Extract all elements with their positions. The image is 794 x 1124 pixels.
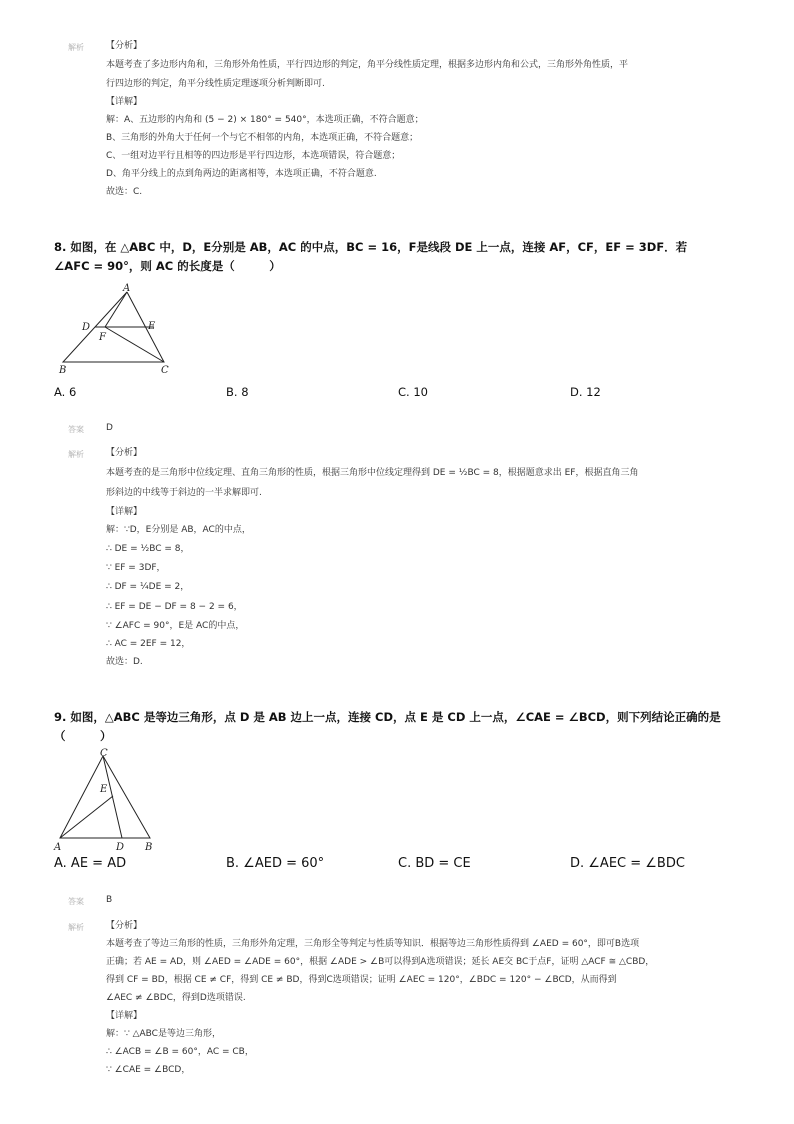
analysis-line: 正确；若 AE = AD，则 ∠AED = ∠ADE = 60°，根据 ∠ADE > ∠B可以得到A选项错误；延长 AE交 BC于点F，证明 △ACF ≅ △CBD， [106,957,655,967]
analysis-line: ∴ EF = DE − DF = 8 − 2 = 6， [106,602,243,612]
figure-label: B [59,365,67,376]
analysis-line: 故选：D. [106,657,143,667]
analysis-line: 本题考查了多边形内角和，三角形外角性质，平行四边形的判定，角平分线性质定理，根据多边形内角和公式，三角形外角性质，平 [106,60,629,70]
analysis-line: 得到 CF = BD，根据 CE ≠ CF，得到 CE ≠ BD，得到C选项错误；证明 ∠AEC = 120°，∠BDC = 120° − ∠BCD，从而得到 [106,975,617,985]
option-c[interactable]: C. 10 [398,385,428,399]
analysis-line: ∠AEC ≠ ∠BDC，得到D选项错误. [106,993,246,1003]
figure-label: B [145,842,153,853]
analysis-line: 【分析】 [106,921,143,931]
option-c[interactable]: C. BD = CE [398,856,471,871]
option-d[interactable]: D. ∠AEC = ∠BDC [570,856,685,871]
analysis-line: 【详解】 [106,1011,143,1021]
analysis-line: 本题考查的是三角形中位线定理、直角三角形的性质，根据三角形中位线定理得到 DE = ½BC = 8，根据题意求出 EF，根据直角三角 [106,468,639,478]
question-text: 8. 如图，在 △ABC 中，D，E分别是 AB，AC 的中点，BC = 16，F是线段 DE 上一点，连接 AF，CF，EF = 3DF．若 [54,240,688,254]
analysis-label: 解析 [68,43,84,52]
analysis-line: ∴ ∠ACB = ∠B = 60°，AC = CB， [106,1047,254,1057]
figure-label: D [82,322,91,333]
analysis-line: 本题考查了等边三角形的性质，三角形外角定理，三角形全等判定与性质等知识．根据等边三角形性质得到 ∠AED = 60°，即可B选项 [106,939,640,949]
analysis-line: 解：A、五边形的内角和 (5 − 2) × 180° = 540°，本选项正确，不符合题意； [106,115,424,125]
option-d[interactable]: D. 12 [570,385,601,399]
figure-label: E [100,784,108,795]
analysis-line: 形斜边的中线等于斜边的一半求解即可. [106,488,262,498]
figure-label: C [100,748,108,759]
analysis-line: 解：∵ △ABC是等边三角形， [106,1029,221,1039]
analysis-line: 故选：C. [106,187,143,197]
analysis-line: 【分析】 [106,41,143,51]
analysis-label: 解析 [68,923,84,932]
equilateral-triangle-figure [52,746,162,854]
analysis-label: 解析 [68,450,84,459]
analysis-line: B、三角形的外角大于任何一个与它不相邻的内角，本选项正确，不符合题意； [106,133,419,143]
analysis-line: 解：∵D，E分别是 AB，AC的中点， [106,525,251,535]
answer-value: B [106,895,113,905]
answer-label: 答案 [68,897,84,906]
figure-label: A [54,842,62,853]
figure-label: F [99,332,106,343]
analysis-line: D、角平分线上的点到角两边的距离相等，本选项正确，不符合题意. [106,169,377,179]
triangle-figure [54,280,184,376]
analysis-line: 【分析】 [106,448,143,458]
question-text: 9. 如图，△ABC 是等边三角形，点 D 是 AB 边上一点，连接 CD，点 E 是 CD 上一点，∠CAE = ∠BCD，则下列结论正确的是 [54,710,721,724]
option-a[interactable]: A. AE = AD [54,856,127,871]
analysis-line: ∴ AC = 2EF = 12， [106,639,191,649]
figure-label: C [161,365,169,376]
option-b[interactable]: B. ∠AED = 60° [226,856,325,871]
analysis-line: ∵ EF = 3DF， [106,563,166,573]
analysis-line: ∵ ∠AFC = 90°，E是 AC的中点， [106,621,245,631]
option-b[interactable]: B. 8 [226,385,249,399]
figure-label: E [148,321,156,332]
analysis-line: 【详解】 [106,97,143,107]
figure-label: D [116,842,125,853]
analysis-line: ∴ DE = ½BC = 8， [106,544,190,554]
analysis-line: C、一组对边平行且相等的四边形是平行四边形，本选项错误，符合题意； [106,151,401,161]
question-text: （ ） [54,729,112,743]
question-text: ∠AFC = 90°，则 AC 的长度是（ ） [54,259,281,273]
analysis-line: 【详解】 [106,507,143,517]
analysis-line: ∴ DF = ¼DE = 2， [106,582,190,592]
analysis-line: 行四边形的判定，角平分线性质定理逐项分析判断即可. [106,79,325,89]
answer-label: 答案 [68,425,84,434]
analysis-line: ∵ ∠CAE = ∠BCD， [106,1065,191,1075]
answer-value: D [106,423,113,433]
option-a[interactable]: A. 6 [54,385,77,399]
figure-label: A [123,283,131,294]
